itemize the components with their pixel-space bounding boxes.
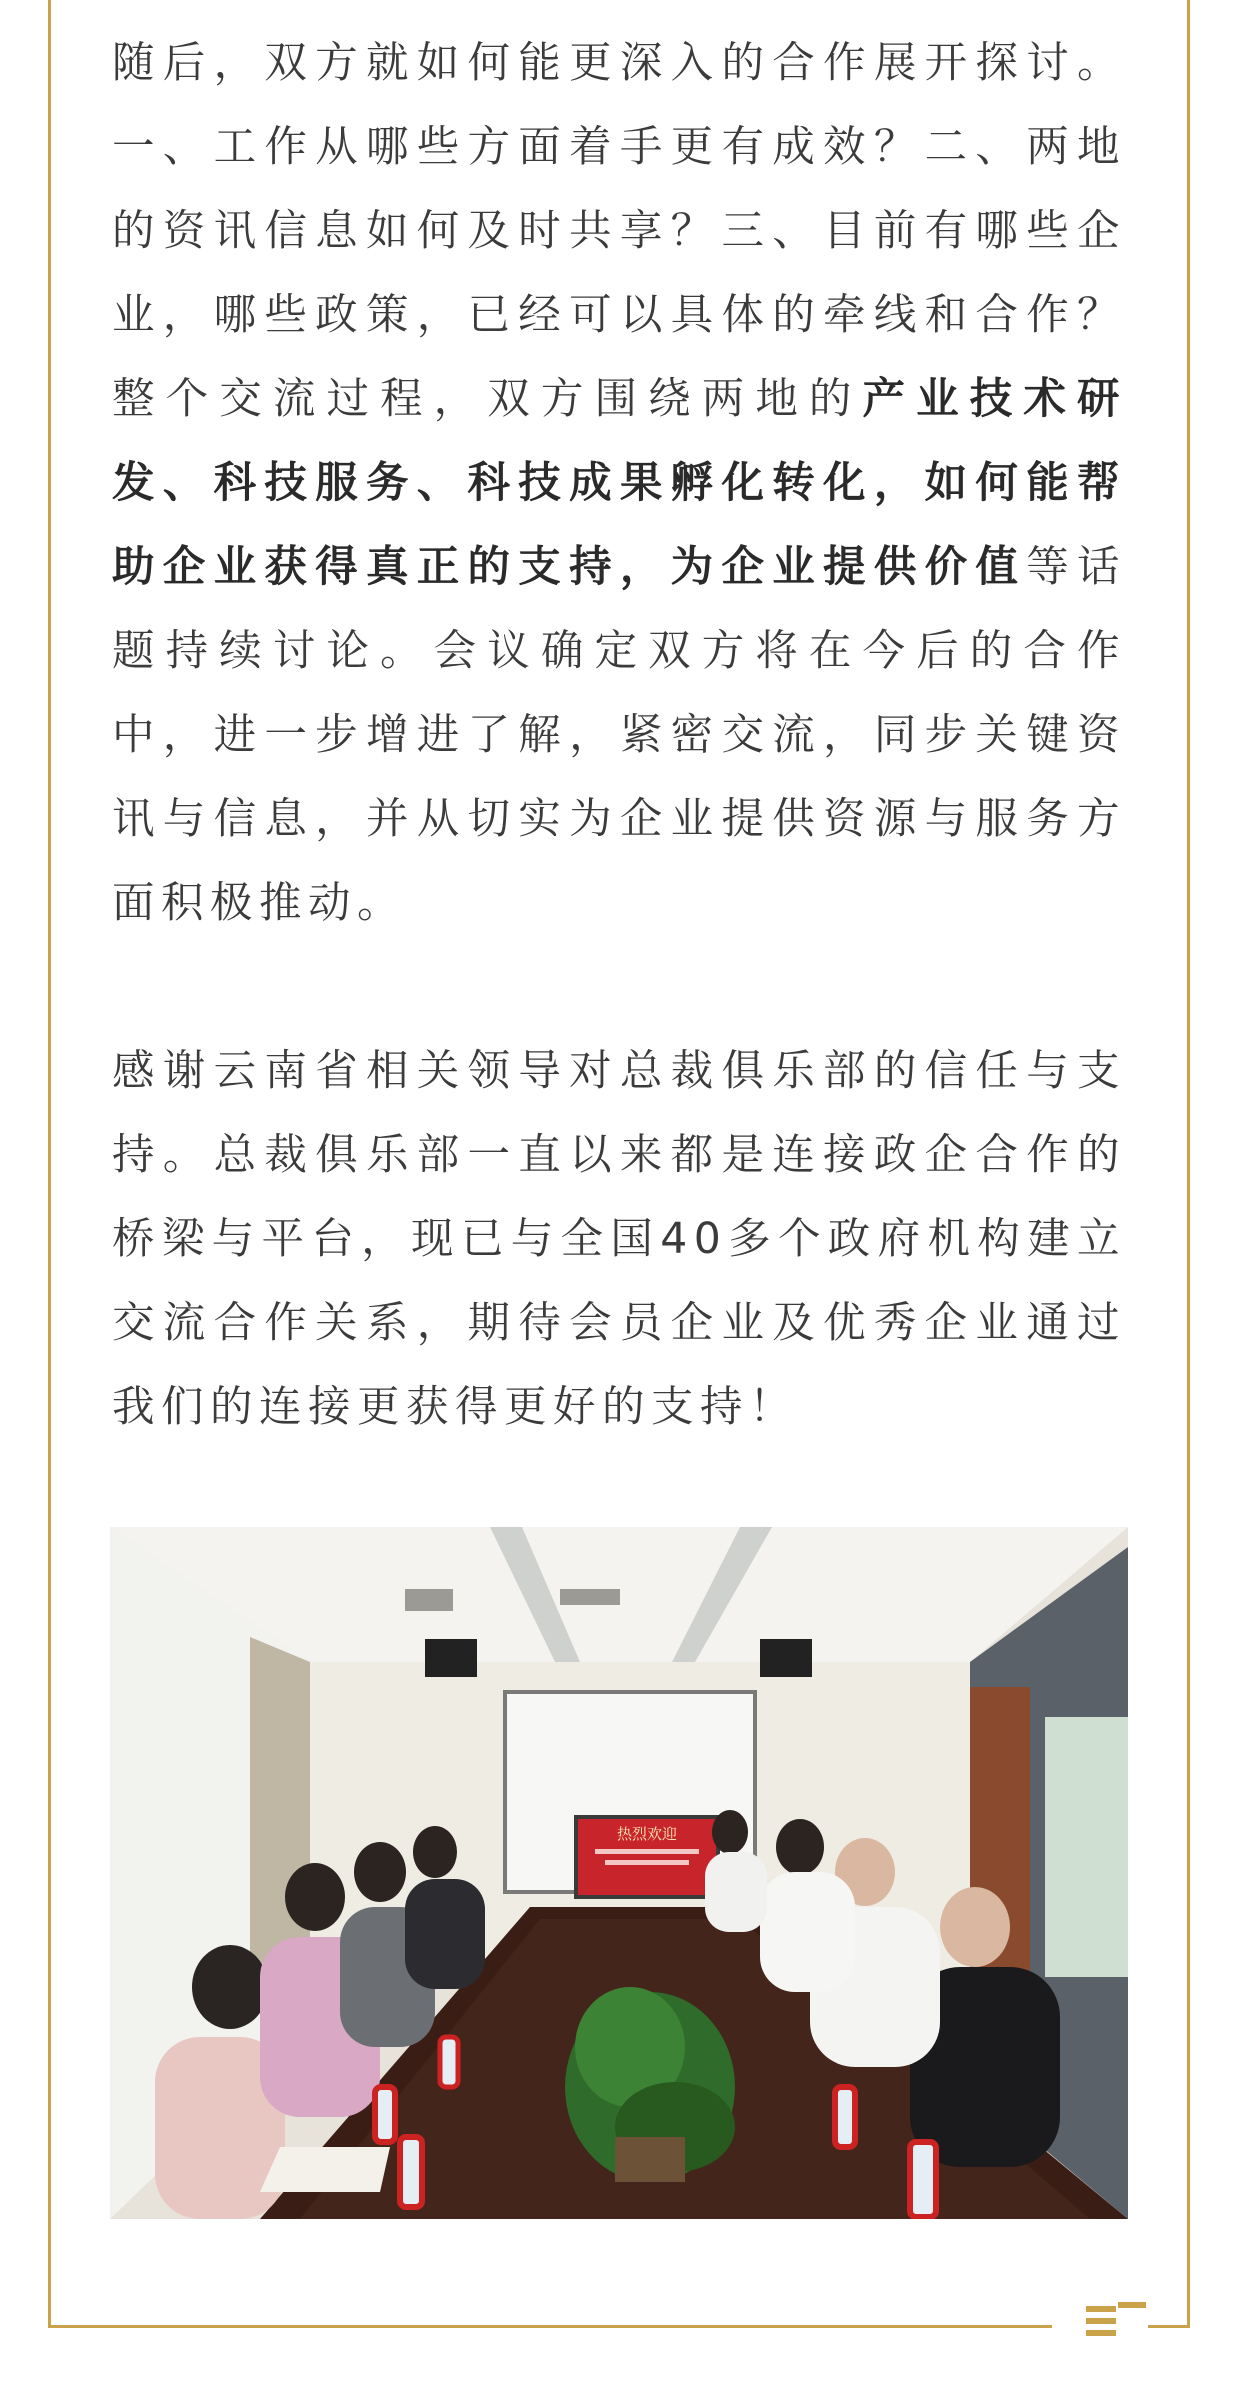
end-mark-icon <box>1052 2292 1148 2352</box>
paragraph-bold-highlight: 产业技术研发、科技服务、科技成果孵化转化，如何能帮助企业获得真正的支持，为企业提供价值 <box>112 375 1126 592</box>
paragraph-thanks: 感谢云南省相关领导对总裁俱乐部的信任与支持。总裁俱乐部一直以来都是连接政企合作的桥梁与平台，现已与全国40多个政府机构建立交流合作关系，期待会员企业及优秀企业通过我们的连接更获得更好的支持！ <box>112 1047 1126 1432</box>
article-body <box>112 22 1126 1450</box>
screen-title-text: 热烈欢迎 <box>616 1825 678 1843</box>
meeting-photo <box>110 1527 1128 2219</box>
paragraph-text: 随后，双方就如何能更深入的合作展开探讨。一、工作从哪些方面着手更有成效？二、两地的资讯信息如何及时共享？三、目前有哪些企业，哪些政策，已经可以具体的牵线和合作？整个交流过程，双方围绕两地的 <box>112 39 1126 424</box>
paragraph-discussion <box>112 22 1126 946</box>
paragraph-text: 等话题持续讨论。会议确定双方将在今后的合作中，进一步增进了解，紧密交流，同步关键资讯与信息，并从切实为企业提供资源与服务方面积极推动。 <box>112 543 1126 928</box>
